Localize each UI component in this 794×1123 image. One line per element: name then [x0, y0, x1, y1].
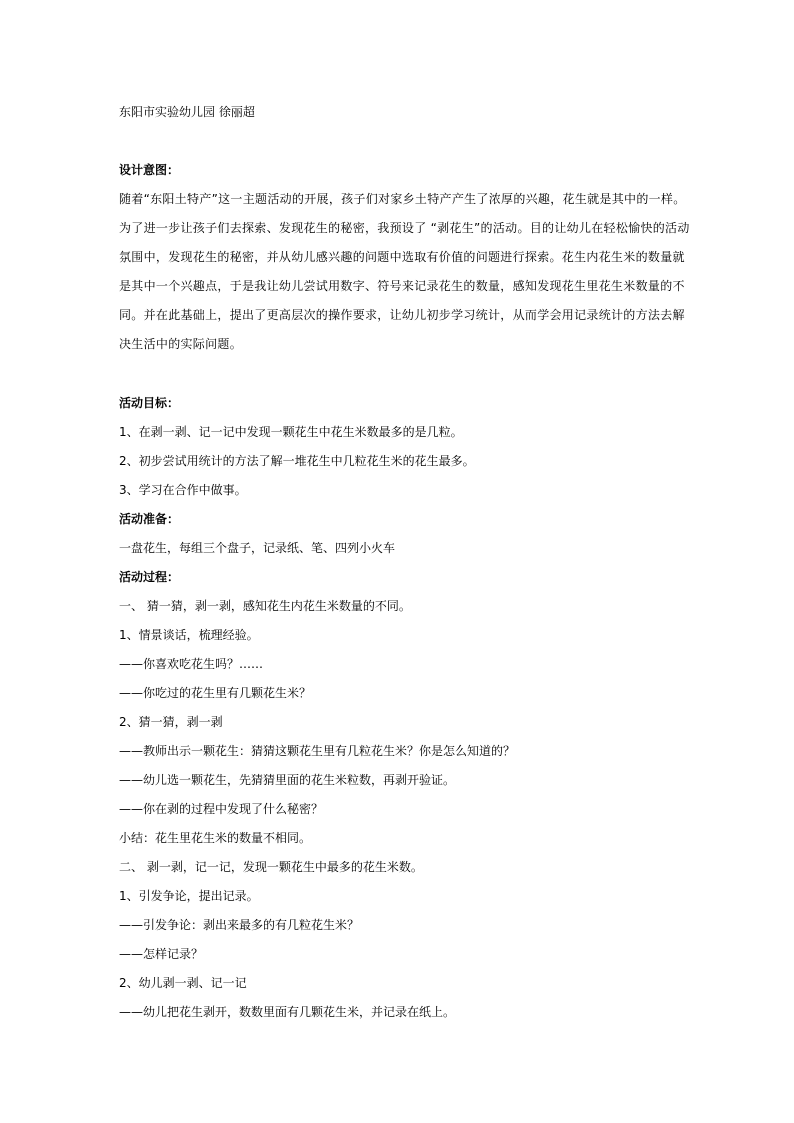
goals-heading: 活动目标： [119, 396, 180, 410]
process-line: 小结：花生里花生米的数量不相同。 [119, 831, 312, 845]
goal-item: 2、初步尝试用统计的方法了解一堆花生中几粒花生米的花生最多。 [119, 454, 475, 468]
goal-item: 1、在剥一剥、记一记中发现一颗花生中花生米数最多的是几粒。 [119, 425, 463, 439]
process-line: ——你吃过的花生里有几颗花生米？ [119, 686, 312, 700]
process-heading: 活动过程： [119, 570, 180, 584]
process-line: 二、 剥一剥，记一记，发现一颗花生中最多的花生米数。 [119, 860, 423, 874]
design-intent-line: 氛围中，发现花生的秘密，并从幼儿感兴趣的问题中选取有价值的问题进行探索。花生内花生米的数量就 [119, 250, 685, 264]
design-intent-line: 是其中一个兴趣点，于是我让幼儿尝试用数字、符号来记录花生的数量，感知发现花生里花生米数量的不 [119, 279, 685, 293]
goal-item: 3、学习在合作中做事。 [119, 483, 247, 497]
process-line: ——引发争论：剥出来最多的有几粒花生米？ [119, 918, 360, 932]
process-line: 2、猜一猜，剥一剥 [119, 715, 223, 729]
process-line: ——你喜欢吃花生吗？…… [119, 657, 264, 671]
design-intent-line: 决生活中的实际问题。 [119, 337, 243, 351]
process-line: ——教师出示一颗花生：猜猜这颗花生里有几粒花生米？你是怎么知道的？ [119, 744, 516, 758]
process-line: ——怎样记录？ [119, 947, 204, 961]
process-line: 2、幼儿剥一剥、记一记 [119, 976, 247, 990]
school-author-line: 东阳市实验幼儿园 徐丽超 [119, 105, 255, 119]
design-intent-line: 同。并在此基础上，提出了更高层次的操作要求，让幼儿初步学习统计，从而学会用记录统计的方法去解 [119, 308, 685, 322]
process-line: ——幼儿把花生剥开，数数里面有几颗花生米，并记录在纸上。 [119, 1005, 456, 1019]
process-line: 一、 猜一猜，剥一剥，感知花生内花生米数量的不同。 [119, 599, 411, 613]
design-intent-line: 随着“东阳土特产”这一主题活动的开展，孩子们对家乡土特产产生了浓厚的兴趣，花生就是其中的一样。 [119, 192, 686, 206]
process-line: ——你在剥的过程中发现了什么秘密？ [119, 802, 324, 816]
design-intent-heading: 设计意图： [119, 163, 180, 177]
design-intent-line: 为了进一步让孩子们去探索、发现花生的秘密，我预设了 “剥花生”的活动。目的让幼儿在轻松愉快的活动 [119, 221, 690, 235]
preparation-heading: 活动准备： [119, 512, 180, 526]
preparation-text: 一盘花生，每组三个盘子，记录纸、笔、四列小火车 [119, 541, 396, 555]
process-line: 1、情景谈话，梳理经验。 [119, 628, 259, 642]
process-line: ——幼儿选一颗花生，先猜猜里面的花生米粒数，再剥开验证。 [119, 773, 456, 787]
process-line: 1、引发争论，提出记录。 [119, 889, 259, 903]
